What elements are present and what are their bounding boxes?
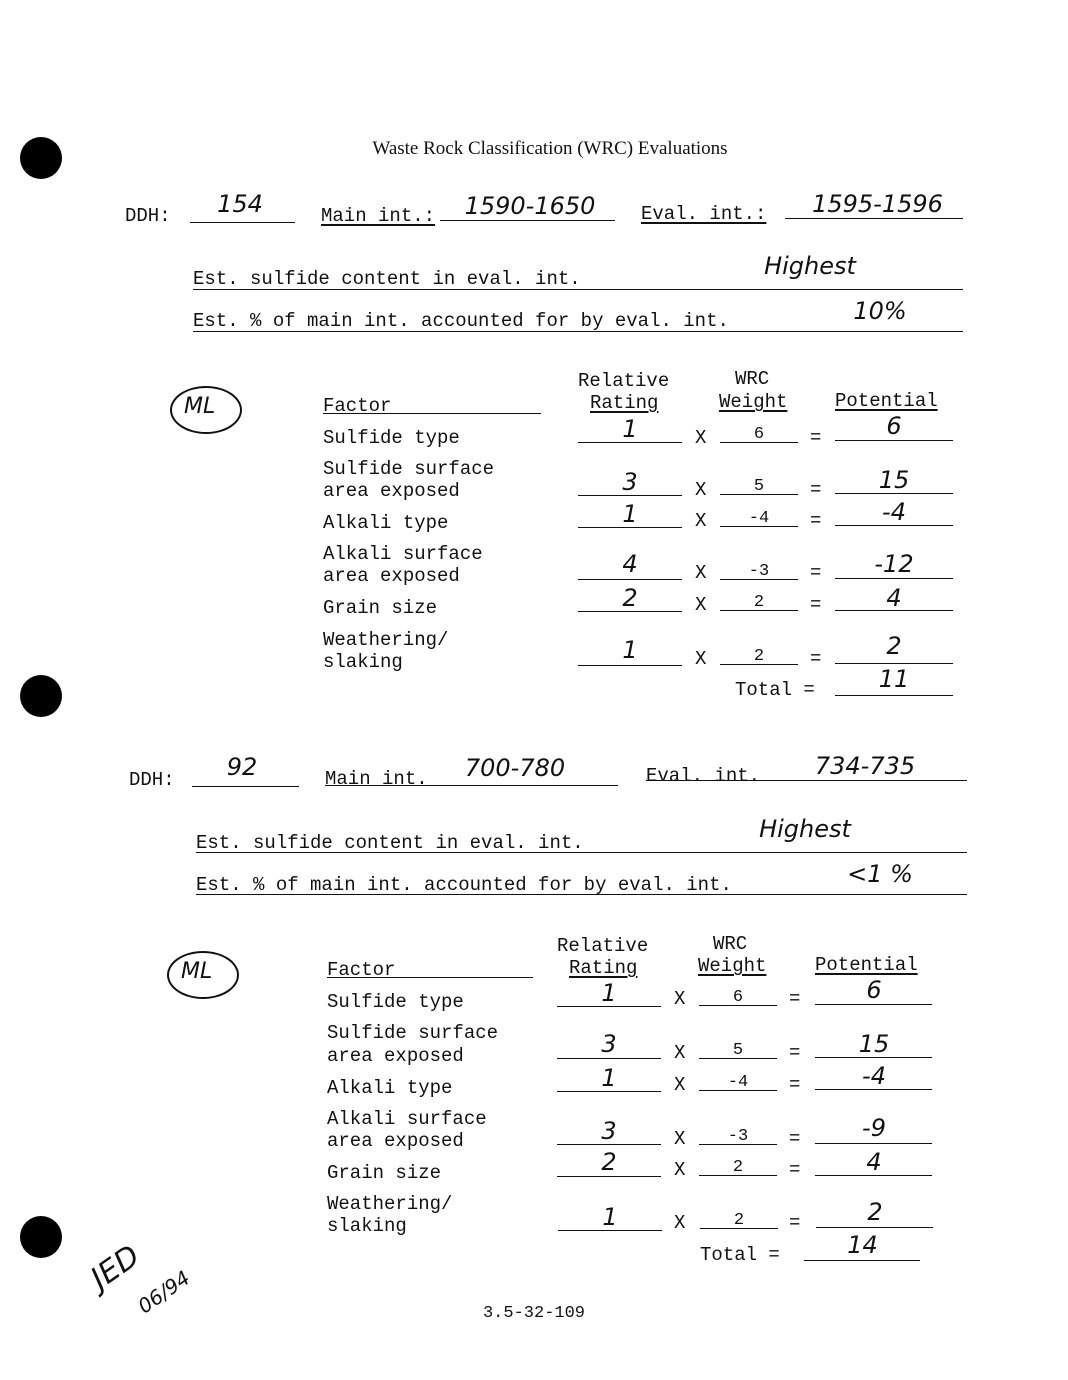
- weight-value: 6: [753, 425, 765, 444]
- pct-main-underline: [196, 894, 967, 895]
- weight-underline: [700, 1228, 778, 1229]
- equals-sign: =: [789, 1128, 801, 1150]
- multiply-sign: X: [674, 988, 686, 1010]
- weight-value: 2: [753, 647, 765, 666]
- multiply-sign: X: [674, 1212, 686, 1234]
- eval-int-label: Eval. int.: [646, 765, 761, 787]
- eval-int-label: Eval. int.:: [641, 203, 767, 225]
- equals-sign: =: [789, 1042, 801, 1064]
- main-int-underline: [325, 785, 618, 786]
- pct-main-label: Est. % of main int. accounted for by eval. int.: [196, 874, 732, 896]
- factor-label: Alkali type: [323, 512, 449, 534]
- potential-header: Potential: [815, 954, 918, 976]
- rating-underline: [578, 579, 682, 580]
- rating-value: 4: [622, 550, 638, 578]
- wrc-header: WRC: [735, 368, 770, 390]
- factor-label: Grain size: [323, 597, 438, 619]
- potential-value: 6: [886, 412, 902, 440]
- weight-header: Weight: [719, 391, 788, 413]
- ddh-value: 154: [217, 190, 263, 218]
- pct-main-value: 10%: [853, 297, 907, 325]
- potential-underline: [835, 578, 953, 579]
- potential-value: -12: [874, 550, 914, 578]
- factor-label: Alkali type: [327, 1077, 453, 1099]
- weight-underline: [699, 1005, 777, 1006]
- factor-label: Sulfide type: [327, 991, 464, 1013]
- main-int-label: Main int.:: [321, 205, 436, 227]
- factor-label-line2: area exposed: [327, 1130, 464, 1152]
- factor-label: Grain size: [327, 1162, 442, 1184]
- rating-value: 1: [601, 979, 617, 1007]
- factor-label: Weathering/: [327, 1193, 453, 1215]
- potential-value: 15: [878, 466, 910, 494]
- potential-value: 2: [867, 1198, 883, 1226]
- weight-underline: [720, 664, 798, 665]
- potential-underline: [815, 1089, 932, 1090]
- sulfide-content-label: Est. sulfide content in eval. int.: [196, 832, 584, 854]
- main-int-value: 700-780: [464, 754, 566, 782]
- multiply-sign: X: [674, 1128, 686, 1150]
- equals-sign: =: [810, 594, 822, 616]
- total-underline: [804, 1260, 920, 1261]
- potential-value: 15: [858, 1030, 890, 1058]
- weight-value: -4: [727, 1073, 749, 1092]
- rating-underline: [578, 611, 682, 612]
- rating-value: 1: [622, 415, 638, 443]
- factor-label-line2: area exposed: [327, 1045, 464, 1067]
- weight-underline: [699, 1144, 777, 1145]
- total-label: Total =: [700, 1244, 780, 1266]
- rating-value: 1: [622, 500, 638, 528]
- potential-underline: [815, 1057, 932, 1058]
- weight-underline: [720, 610, 798, 611]
- sulfide-content-underline: [196, 852, 967, 853]
- rating-underline: [557, 1091, 661, 1092]
- weight-value: 5: [753, 477, 765, 496]
- rating-underline: [557, 1006, 661, 1007]
- equals-sign: =: [810, 479, 822, 501]
- multiply-sign: X: [695, 594, 707, 616]
- factor-label: Alkali surface: [323, 543, 483, 565]
- multiply-sign: X: [695, 510, 707, 532]
- potential-value: -9: [862, 1114, 886, 1142]
- weight-value: 2: [733, 1211, 745, 1230]
- total-underline: [835, 695, 953, 696]
- weight-value: -4: [748, 509, 770, 528]
- sulfide-content-label: Est. sulfide content in eval. int.: [193, 268, 581, 290]
- rating-value: 3: [601, 1117, 617, 1145]
- factor-label-line2: area exposed: [323, 565, 460, 587]
- signature-date: 06/94: [133, 1265, 195, 1319]
- eval-int-value: 1595-1596: [812, 190, 943, 218]
- potential-underline: [815, 1004, 932, 1005]
- equals-sign: =: [810, 427, 822, 449]
- main-int-label: Main int.: [325, 768, 428, 790]
- factor-label-line2: area exposed: [323, 480, 460, 502]
- eval-int-value: 734-735: [814, 752, 916, 780]
- equals-sign: =: [789, 1159, 801, 1181]
- equals-sign: =: [810, 562, 822, 584]
- ddh-label: DDH:: [125, 205, 171, 227]
- potential-underline: [815, 1175, 932, 1176]
- factor-header: Factor: [327, 959, 396, 981]
- rating-value: 3: [622, 468, 638, 496]
- potential-underline: [835, 663, 953, 664]
- potential-value: 6: [866, 976, 882, 1004]
- potential-underline: [816, 1227, 933, 1228]
- equals-sign: =: [789, 988, 801, 1010]
- factor-header-underline: [327, 977, 533, 978]
- potential-header: Potential: [835, 390, 938, 412]
- sulfide-content-value: Highest: [759, 815, 851, 843]
- factor-label-line2: slaking: [323, 651, 403, 673]
- weight-value: 2: [753, 593, 765, 612]
- rating-underline: [578, 665, 682, 666]
- weight-value: 5: [732, 1041, 744, 1060]
- equals-sign: =: [810, 510, 822, 532]
- factor-label: Sulfide type: [323, 427, 460, 449]
- main-int-value: 1590-1650: [464, 192, 596, 220]
- weight-value: -3: [748, 562, 770, 581]
- factor-header: Factor: [323, 395, 392, 417]
- initials-text: ML: [181, 959, 213, 984]
- multiply-sign: X: [695, 479, 707, 501]
- multiply-sign: X: [695, 427, 707, 449]
- multiply-sign: X: [674, 1159, 686, 1181]
- weight-underline: [699, 1090, 777, 1091]
- equals-sign: =: [810, 648, 822, 670]
- initials-text: ML: [184, 394, 216, 419]
- potential-value: -4: [862, 1062, 886, 1090]
- ddh-label: DDH:: [129, 769, 175, 791]
- rating-value: 2: [622, 584, 638, 612]
- rating-value: 2: [601, 1148, 617, 1176]
- rating-value: 3: [601, 1030, 617, 1058]
- ddh-value: 92: [226, 753, 258, 781]
- equals-sign: =: [789, 1074, 801, 1096]
- rating-underline: [557, 1144, 661, 1145]
- binder-hole: [20, 675, 62, 717]
- weight-value: 2: [732, 1158, 744, 1177]
- weight-underline: [699, 1175, 777, 1176]
- pct-main-label: Est. % of main int. accounted for by eval. int.: [193, 310, 729, 332]
- relative-header: Relative: [578, 370, 670, 392]
- total-label: Total =: [735, 679, 815, 701]
- rating-header: Rating: [569, 957, 638, 979]
- potential-value: -4: [882, 498, 906, 526]
- sulfide-content-value: Highest: [764, 252, 856, 280]
- potential-value: 2: [886, 632, 902, 660]
- potential-underline: [835, 610, 953, 611]
- rating-underline: [557, 1058, 661, 1059]
- weight-underline: [720, 579, 798, 580]
- multiply-sign: X: [695, 648, 707, 670]
- eval-int-underline: [646, 780, 967, 781]
- wrc-header: WRC: [713, 933, 748, 955]
- rating-underline: [557, 1176, 661, 1177]
- weight-header: Weight: [698, 955, 767, 977]
- potential-value: 4: [886, 584, 902, 612]
- weight-underline: [699, 1058, 777, 1059]
- relative-header: Relative: [557, 935, 649, 957]
- page-number: 3.5-32-109: [482, 1304, 586, 1323]
- potential-value: 4: [866, 1148, 882, 1176]
- multiply-sign: X: [674, 1042, 686, 1064]
- rating-value: 1: [622, 636, 638, 664]
- pct-main-value: <1 %: [847, 860, 913, 888]
- potential-underline: [815, 1143, 932, 1144]
- total-value: 14: [847, 1231, 878, 1259]
- total-value: 11: [878, 665, 910, 693]
- binder-hole: [20, 1216, 62, 1258]
- signature-initials: JED: [84, 1238, 147, 1297]
- initials-circle: [167, 951, 239, 999]
- weight-value: -3: [727, 1127, 749, 1146]
- page-title: Waste Rock Classification (WRC) Evaluations: [372, 138, 728, 159]
- factor-label: Weathering/: [323, 629, 449, 651]
- multiply-sign: X: [695, 562, 707, 584]
- multiply-sign: X: [674, 1074, 686, 1096]
- rating-value: 1: [602, 1203, 618, 1231]
- weight-value: 6: [732, 988, 744, 1007]
- rating-value: 1: [601, 1064, 617, 1092]
- rating-underline: [558, 1230, 662, 1231]
- ddh-underline: [192, 786, 299, 787]
- factor-label: Alkali surface: [327, 1108, 487, 1130]
- factor-label-line2: slaking: [327, 1215, 407, 1237]
- rating-header: Rating: [590, 392, 659, 414]
- factor-label: Sulfide surface: [323, 458, 495, 480]
- factor-label: Sulfide surface: [327, 1022, 499, 1044]
- equals-sign: =: [789, 1212, 801, 1234]
